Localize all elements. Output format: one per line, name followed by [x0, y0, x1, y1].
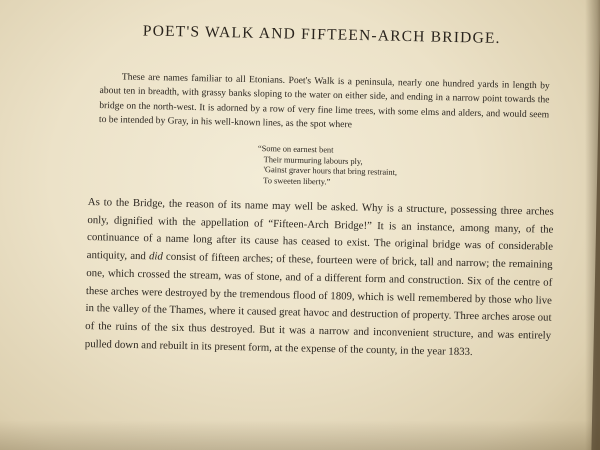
verse-line: “Some on earnest bent: [257, 144, 334, 155]
verse-quote: [257, 144, 488, 191]
intro-paragraph: These are names familiar to all Etonians. Poet's Walk is a peninsula, nearly one hundred yards in length by about ten in breadth, with grassy banks sloping to the water on either side, and ending in a narrow point towards the bridge on the north-west. It is adorned by a row of very fine lime trees, with some elms and alders, and would seem to be intended by Gray, in his well-known lines, as the spot where: [98, 71, 550, 131]
verse-line: 'Gainst graver hours that bring restraint,: [263, 165, 398, 178]
bridge-paragraph-text-1: As to the Bridge, the reason of its name may well be asked. Why is a structure, possessing three arches only, dignified with the appellation of “Fifteen-Arch Bridge!” It is an instance, among many, of the continuance of a name long after its cause has ceased to exist. The original bridge was of considerable antiquity, and: [86, 195, 554, 263]
page-edge-shadow: [585, 0, 600, 450]
verse-line: To sweeten liberty.”: [263, 175, 331, 187]
page-title: POET'S WALK AND FIFTEEN-ARCH BRIDGE.: [142, 22, 501, 47]
verse-line: Their murmuring labours ply,: [263, 154, 363, 166]
emphasized-word: did: [148, 250, 163, 263]
bridge-paragraph-text-2: consist of fifteen arches; of these, fourteen were of brick, tall and narrow; the remaining one, which crossed the stream, was of stone, and of a different form and construction. Six of the centre of these arches were destroyed by the tremendous flood of 1809, which is well remembered by those who live in the valley of the Thames, where it caused great havoc and destruction of property. Three arches arose out of the ruins of the six thus destroyed. But it was a narrow and inconvenient structure, and was entirely pulled down and rebuilt in its present form, at the expense of the county, in the year 1833.: [84, 250, 553, 358]
bridge-paragraph: [85, 194, 554, 363]
page-bottom-shadow: [0, 420, 600, 450]
